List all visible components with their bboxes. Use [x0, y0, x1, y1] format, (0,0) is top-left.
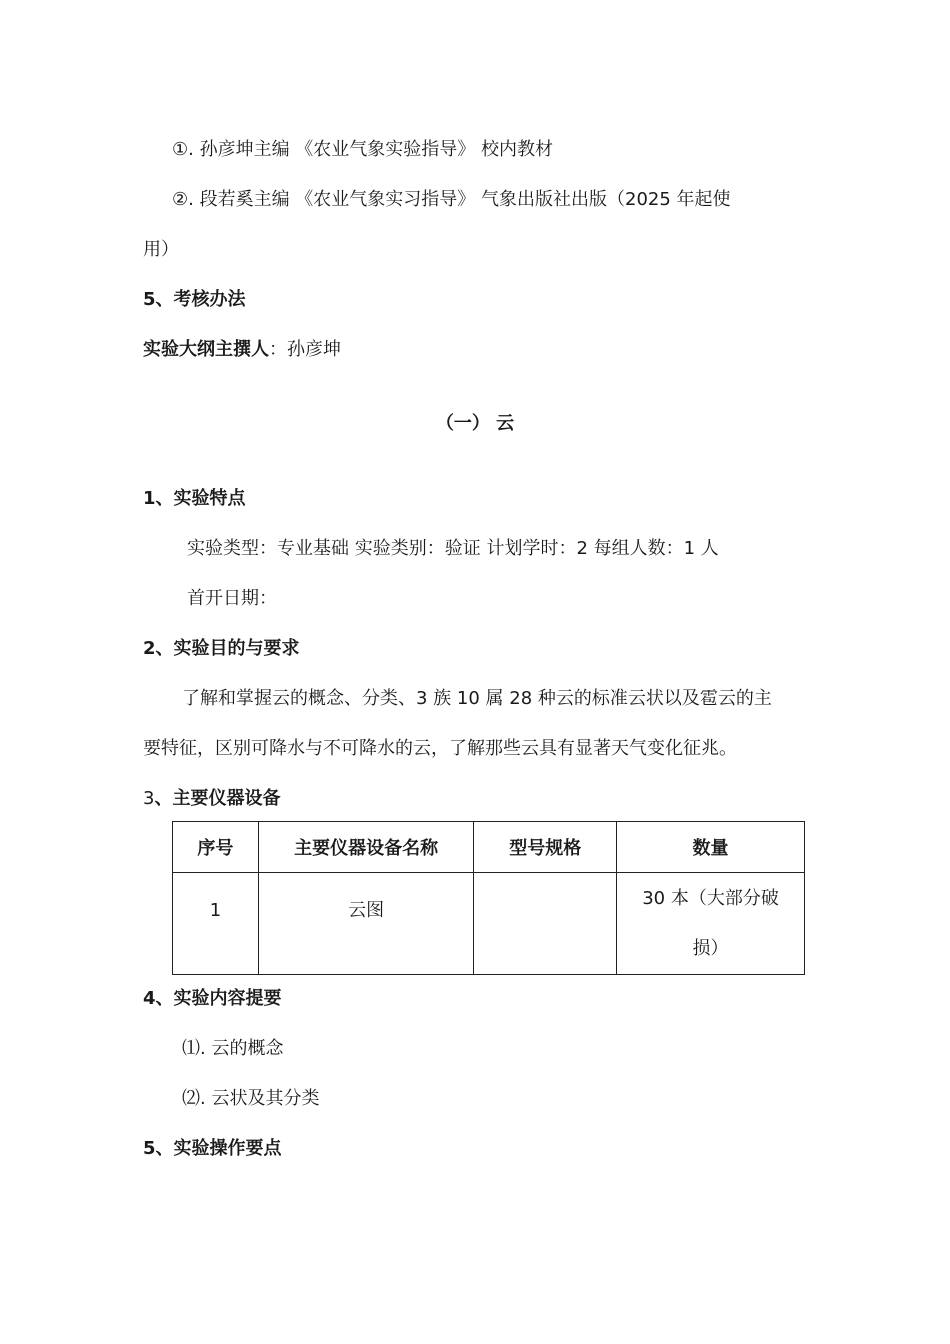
section-3-title: 、主要仪器设备: [154, 788, 281, 809]
section-4-heading: 4、实验内容提要: [143, 988, 282, 1009]
reference-2-continued: 用）: [143, 239, 179, 260]
purpose-line-1: 了解和掌握云的概念、分类、3 族 10 属 28 种云的标准云状以及雹云的主: [182, 688, 772, 709]
author-label: 实验大纲主撰人: [143, 339, 269, 360]
reference-1: ①. 孙彦坤主编 《农业气象实验指导》 校内教材: [172, 139, 554, 160]
cell-model: [474, 873, 617, 975]
table-row: [173, 873, 805, 975]
experiment-meta: 实验类型：专业基础 实验类别：验证 计划学时：2 每组人数：1 人: [187, 538, 719, 559]
section-2-heading: 2、实验目的与要求: [143, 638, 300, 659]
cell-quantity: 30 本（大部分破损）: [617, 873, 805, 975]
header-name: 主要仪器设备名称: [258, 822, 474, 873]
assessment-heading: 5、考核办法: [143, 289, 246, 310]
list-item: ⑵. 云状及其分类: [182, 1088, 320, 1109]
first-open-date: 首开日期：: [187, 588, 277, 609]
author-line: [143, 337, 341, 363]
table-header-row: [173, 822, 805, 873]
section-1-heading: 1、实验特点: [143, 488, 246, 509]
header-quantity: 数量: [617, 822, 805, 873]
section-title: （一） 云: [435, 413, 515, 434]
section-5-heading: 5、实验操作要点: [143, 1138, 282, 1159]
header-model: 型号规格: [474, 822, 617, 873]
reference-2: ②. 段若奚主编 《农业气象实习指导》 气象出版社出版（2025 年起使: [172, 189, 731, 210]
cell-name: 云图: [258, 873, 474, 975]
author-value: ：孙彦坤: [269, 339, 341, 360]
purpose-line-2: 要特征，区别可降水与不可降水的云，了解那些云具有显著天气变化征兆。: [143, 738, 737, 759]
header-index: 序号: [173, 822, 259, 873]
section-3-number: 3: [143, 788, 155, 809]
cell-index: 1: [173, 873, 259, 975]
section-3-heading: [143, 786, 280, 812]
equipment-table: [172, 821, 805, 975]
list-item: ⑴. 云的概念: [182, 1038, 284, 1059]
